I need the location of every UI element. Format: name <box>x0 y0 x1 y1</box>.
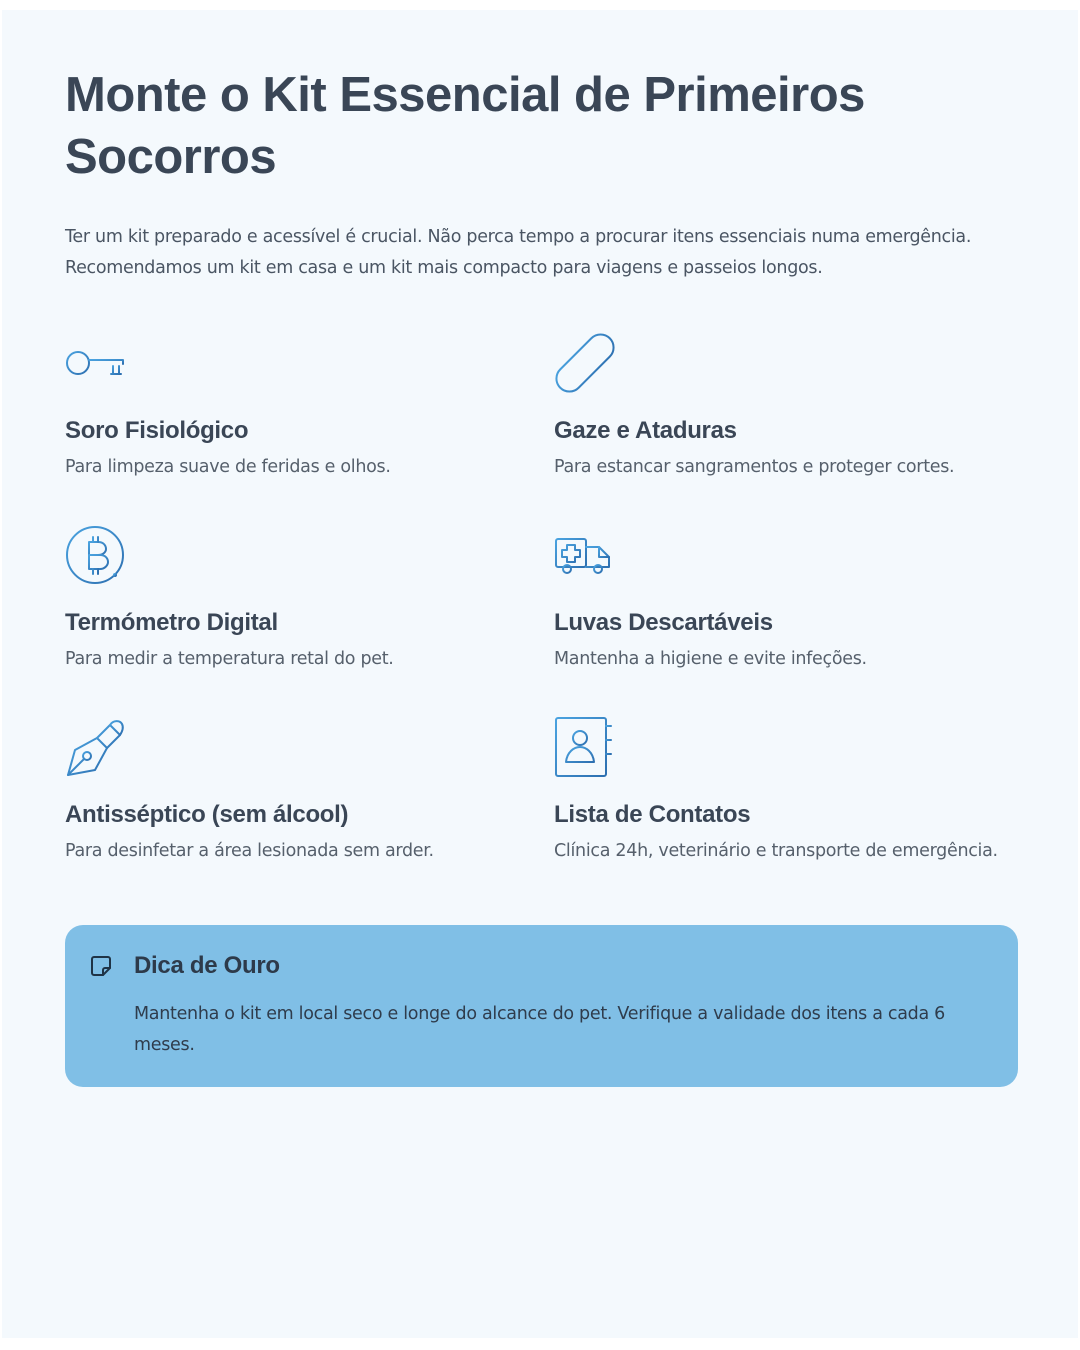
sticky-note-icon <box>89 954 113 978</box>
kit-item-name: Termómetro Digital <box>65 609 278 636</box>
kit-item-name: Luvas Descartáveis <box>554 609 773 636</box>
intro-text: Ter um kit preparado e acessível é crucial. Não perca tempo a procurar itens essenciais numa emergência. Recomendamos um kit em casa e um kit mais compacto para viagens e passeios longos. <box>65 227 972 278</box>
tip-box <box>65 925 1018 1087</box>
tip-text: Mantenha o kit em local seco e longe do alcance do pet. Verifique a validade dos itens a cada 6 meses. <box>134 1004 945 1055</box>
kit-item-name: Soro Fisiológico <box>65 417 249 444</box>
page <box>2 10 1078 1338</box>
kit-item-description: Mantenha a higiene e evite infeções. <box>554 649 867 669</box>
bandage-icon <box>554 332 616 394</box>
ambulance-icon <box>554 524 616 586</box>
kit-item-description: Clínica 24h, veterinário e transporte de emergência. <box>554 841 998 861</box>
pen-nib-icon <box>65 716 127 778</box>
key-icon <box>65 332 127 394</box>
bitcoin-icon <box>65 524 127 586</box>
kit-item-name: Lista de Contatos <box>554 801 751 828</box>
kit-item-description: Para desinfetar a área lesionada sem arder. <box>65 841 434 861</box>
kit-item-name: Gaze e Ataduras <box>554 417 737 444</box>
kit-item-name: Antisséptico (sem álcool) <box>65 801 349 828</box>
address-book-icon <box>554 716 616 778</box>
tip-title: Dica de Ouro <box>134 952 280 979</box>
page-title: Monte o Kit Essencial de Primeiros Socorros <box>65 68 865 184</box>
kit-item-description: Para estancar sangramentos e proteger cortes. <box>554 457 955 477</box>
kit-item-description: Para medir a temperatura retal do pet. <box>65 649 394 669</box>
kit-item-description: Para limpeza suave de feridas e olhos. <box>65 457 391 477</box>
